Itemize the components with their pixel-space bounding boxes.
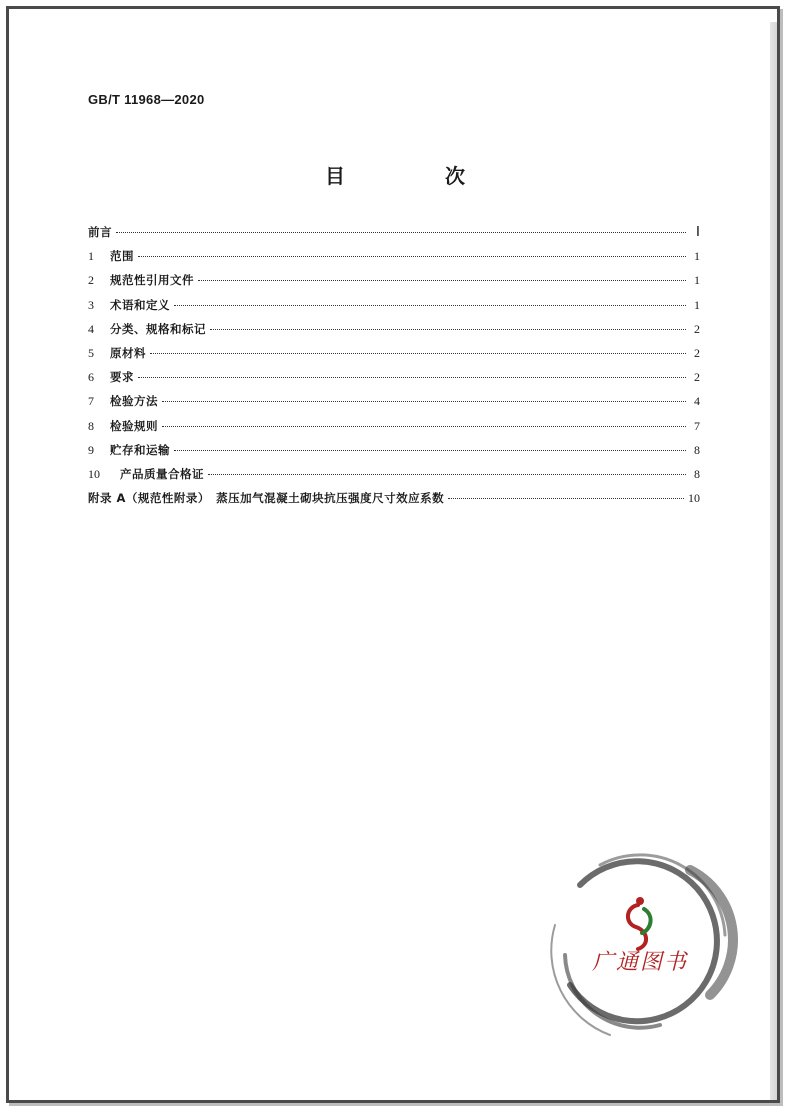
toc-leader	[208, 473, 686, 475]
toc-number: 4	[88, 321, 94, 336]
document-code: GB/T 11968—2020	[88, 92, 205, 107]
toc-leader	[150, 352, 686, 354]
toc-page: 4	[694, 394, 700, 409]
toc-leader	[138, 255, 686, 257]
toc-entry-9[interactable]	[88, 442, 700, 466]
toc-leader	[174, 304, 686, 306]
toc-entry-appendix-a[interactable]	[88, 490, 700, 514]
toc-label: 要求	[110, 370, 134, 385]
toc-entry-3[interactable]	[88, 297, 700, 321]
toc-entry-8[interactable]	[88, 418, 700, 442]
toc-page: 2	[694, 345, 700, 360]
toc-page: 7	[694, 418, 700, 433]
toc-leader	[162, 425, 686, 427]
toc-leader	[448, 497, 684, 499]
toc-number: 6	[88, 370, 94, 385]
toc-entry-4[interactable]	[88, 321, 700, 345]
toc-label: 术语和定义	[110, 297, 170, 312]
toc-number: 1	[88, 249, 94, 264]
toc-label: 前言	[88, 225, 112, 239]
toc-page: 1	[694, 297, 700, 312]
toc-number: 2	[88, 273, 94, 288]
toc-leader	[174, 449, 686, 451]
toc-page: 8	[694, 466, 700, 481]
toc-leader	[210, 328, 686, 330]
toc-entry-10[interactable]	[88, 466, 700, 490]
toc-entry-5[interactable]	[88, 345, 700, 369]
toc-label: 规范性引用文件	[110, 273, 194, 288]
toc-entry-2[interactable]	[88, 272, 700, 296]
toc-number: 3	[88, 297, 94, 312]
toc-number: 8	[88, 418, 94, 433]
stamp-text: 广通图书	[591, 950, 688, 975]
toc-page: 10	[688, 491, 700, 506]
toc-number: 10	[88, 466, 100, 481]
toc-page: 2	[694, 370, 700, 385]
toc-label: 产品质量合格证	[120, 466, 204, 481]
toc-label: 检验方法	[110, 394, 158, 409]
toc-entry-1[interactable]	[88, 248, 700, 272]
toc-entry-7[interactable]	[88, 393, 700, 417]
toc-label: 贮存和运输	[110, 442, 170, 457]
toc-leader	[198, 279, 686, 281]
toc-number: 7	[88, 394, 94, 409]
toc-label: 范围	[110, 249, 134, 264]
toc-label: 原材料	[110, 345, 146, 360]
page-title: 目 次	[325, 164, 505, 188]
table-of-contents	[88, 224, 700, 514]
toc-leader	[138, 376, 686, 378]
toc-leader	[162, 400, 686, 402]
toc-entry-foreword[interactable]	[88, 224, 700, 248]
toc-label: 检验规则	[110, 418, 158, 433]
toc-page: 2	[694, 321, 700, 336]
toc-entry-6[interactable]	[88, 369, 700, 393]
toc-page: Ⅰ	[695, 225, 700, 240]
toc-number: 5	[88, 345, 94, 360]
toc-leader	[116, 231, 686, 233]
toc-label: 分类、规格和标记	[110, 321, 206, 336]
toc-page: 1	[694, 249, 700, 264]
toc-label: 附录 A（规范性附录） 蒸压加气混凝土砌块抗压强度尺寸效应系数	[88, 491, 445, 506]
logo-icon	[628, 897, 651, 949]
toc-page: 1	[694, 273, 700, 288]
toc-page: 8	[694, 442, 700, 457]
toc-number: 9	[88, 442, 94, 457]
